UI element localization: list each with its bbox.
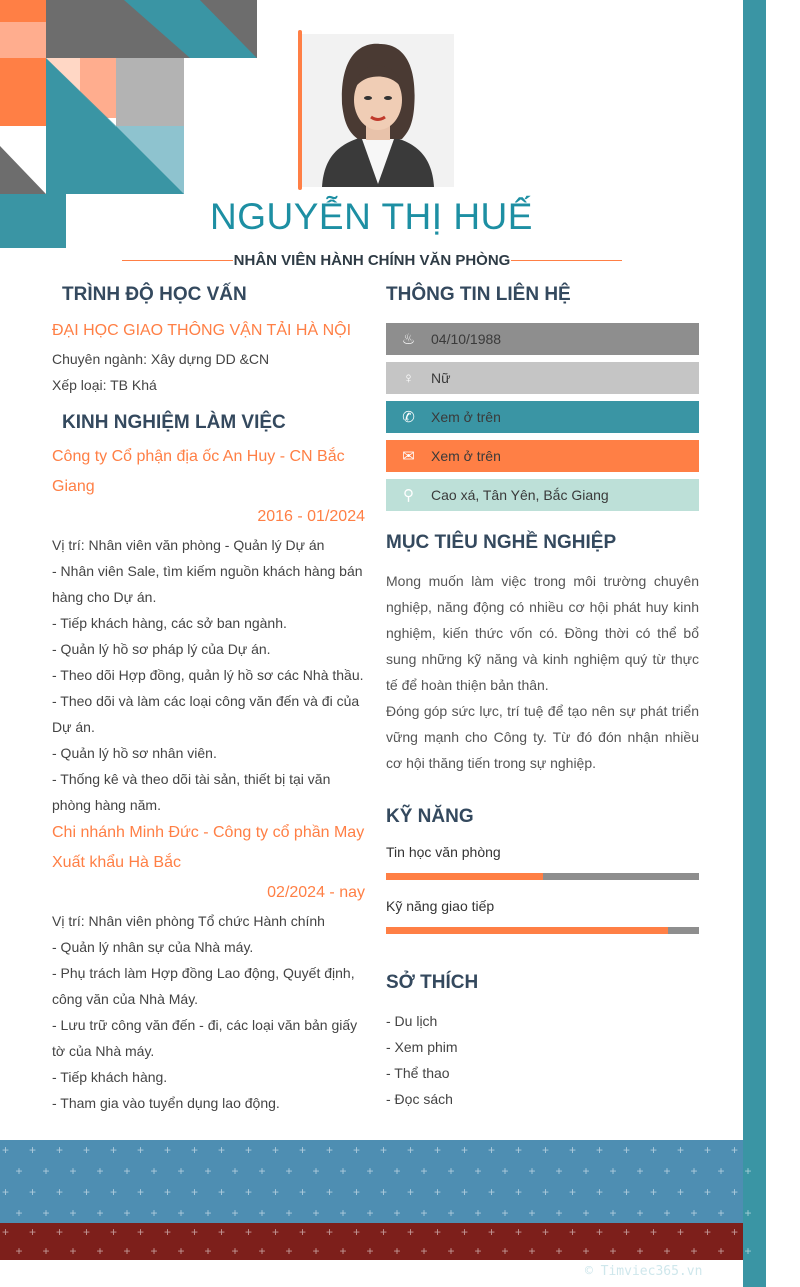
experience-heading: KINH NGHIỆM LÀM VIỆC — [62, 412, 286, 433]
contact-address — [386, 479, 699, 511]
pattern-plus: + — [569, 1143, 577, 1157]
pattern-plus: + — [690, 1244, 698, 1258]
skill-label: Kỹ năng giao tiếp — [386, 898, 495, 914]
experience-job-2 — [52, 818, 365, 1116]
job-line: - Theo dõi Hợp đồng, quản lý hồ sơ các Nhà thầu. — [52, 667, 364, 683]
pattern-plus: + — [123, 1206, 131, 1220]
job-title: NHÂN VIÊN HÀNH CHÍNH VĂN PHÒNG — [233, 251, 511, 269]
pattern-plus: + — [204, 1164, 212, 1178]
pattern-plus: + — [326, 1185, 334, 1199]
hobby-item: - Thể thao — [386, 1065, 450, 1081]
pattern-plus: + — [677, 1185, 685, 1199]
pattern-plus: + — [744, 1164, 752, 1178]
pattern-plus: + — [285, 1164, 293, 1178]
pattern-plus: + — [69, 1164, 77, 1178]
job-line: - Quản lý nhân sự của Nhà máy. — [52, 939, 254, 955]
skill-bar-fill — [386, 927, 668, 934]
job-line: - Phụ trách làm Hợp đồng Lao động, Quyết định, — [52, 965, 355, 981]
pattern-plus: + — [488, 1143, 496, 1157]
pattern-plus: + — [474, 1164, 482, 1178]
pattern-plus: + — [596, 1143, 604, 1157]
female-icon: ♀ — [402, 369, 415, 387]
pattern-plus: + — [420, 1206, 428, 1220]
pattern-plus: + — [299, 1143, 307, 1157]
candidate-name: NGUYỄN THỊ HUẾ — [210, 196, 533, 237]
pattern-plus: + — [137, 1225, 145, 1239]
pattern-plus: + — [150, 1244, 158, 1258]
pattern-plus: + — [42, 1206, 50, 1220]
pattern-plus: + — [582, 1206, 590, 1220]
objective-heading: MỤC TIÊU NGHỀ NGHIỆP — [386, 532, 617, 553]
pattern-plus: + — [69, 1244, 77, 1258]
pattern-plus: + — [177, 1244, 185, 1258]
job-line: - Quản lý hồ sơ nhân viên. — [52, 745, 217, 761]
job-line: - Tham gia vào tuyển dụng lao động. — [52, 1095, 280, 1111]
pattern-plus: + — [407, 1225, 415, 1239]
pattern-plus: + — [501, 1164, 509, 1178]
pattern-plus: + — [164, 1143, 172, 1157]
map-marker-icon: ⚲ — [403, 487, 414, 504]
pattern-plus: + — [339, 1164, 347, 1178]
pattern-plus: + — [177, 1164, 185, 1178]
contact-value: Nữ — [431, 370, 451, 386]
skill-bar — [386, 927, 699, 934]
education-grade: Xếp loại: TB Khá — [52, 377, 157, 393]
pattern-plus: + — [434, 1185, 442, 1199]
pattern-plus: + — [528, 1164, 536, 1178]
pattern-plus: + — [690, 1164, 698, 1178]
pattern-plus: + — [2, 1225, 10, 1239]
skill-bar — [386, 873, 699, 880]
hobby-item: - Du lịch — [386, 1013, 438, 1029]
pattern-plus: + — [2, 1185, 10, 1199]
pattern-plus: + — [650, 1225, 658, 1239]
pattern-plus: + — [488, 1185, 496, 1199]
right-column — [386, 284, 699, 1112]
job-line: Dự án. — [52, 719, 95, 735]
pattern-plus: + — [312, 1244, 320, 1258]
pattern-plus: + — [677, 1225, 685, 1239]
pattern-plus: + — [744, 1206, 752, 1220]
hobby-item: - Đọc sách — [386, 1091, 453, 1107]
job-company-cont: Giang — [52, 478, 95, 495]
pattern-plus: + — [542, 1225, 550, 1239]
pattern-plus: + — [380, 1225, 388, 1239]
pattern-plus: + — [137, 1185, 145, 1199]
hobbies-heading: SỞ THÍCH — [386, 972, 479, 993]
pattern-plus: + — [528, 1206, 536, 1220]
pattern-plus: + — [285, 1244, 293, 1258]
pattern-plus: + — [488, 1225, 496, 1239]
job-line: tờ của Nhà máy. — [52, 1043, 155, 1059]
job-line: Vị trí: Nhân viên văn phòng - Quản lý Dự án — [52, 537, 325, 553]
pattern-plus: + — [353, 1225, 361, 1239]
skill-bar-fill — [386, 873, 543, 880]
pattern-plus: + — [231, 1206, 239, 1220]
job-line: - Theo dõi và làm các loại công văn đến và đi của — [52, 693, 360, 709]
pattern-plus: + — [2, 1143, 10, 1157]
pattern-plus: + — [150, 1164, 158, 1178]
pattern-plus: + — [56, 1225, 64, 1239]
pattern-plus: + — [636, 1164, 644, 1178]
contact-phone — [386, 401, 699, 433]
pattern-plus: + — [15, 1206, 23, 1220]
pattern-plus: + — [690, 1206, 698, 1220]
pattern-plus: + — [245, 1225, 253, 1239]
pattern-plus: + — [245, 1143, 253, 1157]
pattern-plus: + — [623, 1143, 631, 1157]
pattern-plus: + — [407, 1143, 415, 1157]
pattern-plus: + — [420, 1244, 428, 1258]
pattern-plus: + — [353, 1185, 361, 1199]
job-period: 02/2024 - nay — [267, 884, 365, 901]
pattern-plus: + — [596, 1225, 604, 1239]
pattern-plus: + — [299, 1185, 307, 1199]
birthday-cake-icon: ♨ — [401, 331, 416, 348]
pattern-plus: + — [218, 1185, 226, 1199]
footer-credit: © Timviec365.vn — [585, 1264, 703, 1279]
hobby-item: - Xem phim — [386, 1039, 458, 1055]
pattern-plus: + — [312, 1164, 320, 1178]
envelope-icon: ✉ — [402, 448, 415, 465]
job-line: - Tiếp khách hàng. — [52, 1069, 168, 1085]
profile-photo — [302, 34, 454, 187]
job-line: - Thống kê và theo dõi tài sản, thiết bị tại văn — [52, 771, 331, 787]
pattern-plus: + — [231, 1164, 239, 1178]
phone-icon: ✆ — [402, 409, 415, 426]
pattern-plus: + — [609, 1164, 617, 1178]
pattern-plus: + — [83, 1225, 91, 1239]
pattern-plus: + — [420, 1164, 428, 1178]
pattern-plus: + — [218, 1143, 226, 1157]
pattern-plus: + — [393, 1206, 401, 1220]
contact-value: Xem ở trên — [431, 409, 501, 425]
pattern-plus: + — [663, 1244, 671, 1258]
pattern-plus: + — [177, 1206, 185, 1220]
pattern-plus: + — [650, 1143, 658, 1157]
skill-label: Tin học văn phòng — [386, 844, 501, 860]
pattern-plus: + — [380, 1185, 388, 1199]
pattern-plus: + — [704, 1225, 712, 1239]
contact-gender — [386, 362, 699, 394]
job-line: hàng cho Dự án. — [52, 589, 157, 605]
pattern-plus: + — [542, 1143, 550, 1157]
job-line: - Tiếp khách hàng, các sở ban ngành. — [52, 615, 287, 631]
pattern-plus: + — [164, 1185, 172, 1199]
contact-value: Cao xá, Tân Yên, Bắc Giang — [431, 487, 609, 503]
pattern-plus: + — [204, 1206, 212, 1220]
right-edge-band — [743, 0, 766, 1287]
job-company: Chi nhánh Minh Đức - Công ty cổ phần May — [52, 824, 365, 841]
pattern-plus: + — [461, 1185, 469, 1199]
pattern-plus: + — [366, 1164, 374, 1178]
contact-value: 04/10/1988 — [431, 331, 502, 347]
job-company-cont: Xuất khẩu Hà Bắc — [52, 854, 181, 871]
pattern-plus: + — [326, 1143, 334, 1157]
contact-list — [386, 323, 699, 511]
left-column — [52, 284, 365, 1116]
experience-job-1 — [52, 442, 365, 818]
title-divider-right — [511, 260, 622, 261]
pattern-plus: + — [569, 1185, 577, 1199]
contact-heading: THÔNG TIN LIÊN HỆ — [386, 284, 571, 305]
pattern-plus: + — [407, 1185, 415, 1199]
pattern-plus: + — [96, 1164, 104, 1178]
job-line: công văn của Nhà Máy. — [52, 991, 199, 1007]
pattern-plus: + — [393, 1164, 401, 1178]
pattern-plus: + — [380, 1143, 388, 1157]
objective-paragraph-1: Mong muốn làm việc trong môi trường chuyên nghiệp, năng động có nhiều cơ hội phát huy kinh nghiệm, kiến thức vốn có. Đồng thời có thể bổ sung những kỹ năng và kinh nghiệm quý từ thực tế để hoàn thiện bản thân. — [386, 573, 699, 693]
pattern-plus: + — [555, 1164, 563, 1178]
pattern-plus: + — [569, 1225, 577, 1239]
pattern-plus: + — [56, 1143, 64, 1157]
pattern-plus: + — [29, 1185, 37, 1199]
job-line: - Quản lý hồ sơ pháp lý của Dự án. — [52, 641, 271, 657]
pattern-plus: + — [636, 1244, 644, 1258]
pattern-plus: + — [461, 1225, 469, 1239]
pattern-plus: + — [204, 1244, 212, 1258]
pattern-plus: + — [623, 1185, 631, 1199]
footer-pattern-blue — [0, 1140, 752, 1223]
pattern-plus: + — [258, 1244, 266, 1258]
pattern-plus: + — [555, 1244, 563, 1258]
pattern-plus: + — [137, 1143, 145, 1157]
pattern-plus: + — [731, 1143, 739, 1157]
skill-item — [386, 844, 699, 880]
pattern-plus: + — [366, 1244, 374, 1258]
pattern-plus: + — [717, 1206, 725, 1220]
pattern-plus: + — [474, 1206, 482, 1220]
pattern-plus: + — [83, 1143, 91, 1157]
pattern-plus: + — [704, 1143, 712, 1157]
pattern-plus: + — [150, 1206, 158, 1220]
pattern-plus: + — [434, 1225, 442, 1239]
pattern-plus: + — [623, 1225, 631, 1239]
pattern-plus: + — [609, 1206, 617, 1220]
pattern-plus: + — [353, 1143, 361, 1157]
pattern-plus: + — [447, 1206, 455, 1220]
job-title-row — [122, 250, 622, 270]
pattern-plus: + — [339, 1206, 347, 1220]
skill-item — [386, 898, 699, 934]
pattern-plus: + — [326, 1225, 334, 1239]
job-line: Vị trí: Nhân viên phòng Tổ chức Hành chính — [52, 913, 325, 929]
pattern-plus: + — [191, 1225, 199, 1239]
pattern-plus: + — [677, 1143, 685, 1157]
pattern-plus: + — [42, 1164, 50, 1178]
pattern-plus: + — [29, 1225, 37, 1239]
pattern-plus: + — [56, 1185, 64, 1199]
pattern-plus: + — [15, 1244, 23, 1258]
pattern-plus: + — [312, 1206, 320, 1220]
pattern-plus: + — [515, 1225, 523, 1239]
pattern-plus: + — [663, 1164, 671, 1178]
job-line: phòng hàng năm. — [52, 797, 161, 813]
education-major: Chuyên ngành: Xây dựng DD &CN — [52, 351, 270, 367]
pattern-plus: + — [191, 1185, 199, 1199]
pattern-plus: + — [110, 1185, 118, 1199]
pattern-plus: + — [164, 1225, 172, 1239]
pattern-plus: + — [123, 1164, 131, 1178]
pattern-plus: + — [501, 1206, 509, 1220]
pattern-plus: + — [15, 1164, 23, 1178]
pattern-plus: + — [110, 1225, 118, 1239]
pattern-plus: + — [663, 1206, 671, 1220]
pattern-plus: + — [636, 1206, 644, 1220]
pattern-plus: + — [258, 1164, 266, 1178]
pattern-plus: + — [731, 1185, 739, 1199]
pattern-plus: + — [272, 1143, 280, 1157]
pattern-plus: + — [258, 1206, 266, 1220]
pattern-plus: + — [704, 1185, 712, 1199]
contact-email — [386, 440, 699, 472]
pattern-plus: + — [515, 1185, 523, 1199]
education-school: ĐẠI HỌC GIAO THÔNG VẬN TẢI HÀ NỘI — [52, 322, 352, 339]
pattern-plus: + — [29, 1143, 37, 1157]
pattern-plus: + — [110, 1143, 118, 1157]
pattern-plus: + — [231, 1244, 239, 1258]
pattern-plus: + — [609, 1244, 617, 1258]
pattern-plus: + — [218, 1225, 226, 1239]
pattern-plus: + — [339, 1244, 347, 1258]
pattern-plus: + — [447, 1164, 455, 1178]
pattern-plus: + — [299, 1225, 307, 1239]
pattern-plus: + — [501, 1244, 509, 1258]
pattern-plus: + — [393, 1244, 401, 1258]
pattern-plus: + — [461, 1143, 469, 1157]
pattern-plus: + — [528, 1244, 536, 1258]
pattern-plus: + — [434, 1143, 442, 1157]
pattern-plus: + — [447, 1244, 455, 1258]
pattern-plus: + — [42, 1244, 50, 1258]
pattern-plus: + — [123, 1244, 131, 1258]
job-line: - Nhân viên Sale, tìm kiếm nguồn khách hàng bán — [52, 563, 363, 579]
contact-birthday — [386, 323, 699, 355]
pattern-plus: + — [366, 1206, 374, 1220]
pattern-plus: + — [596, 1185, 604, 1199]
pattern-plus: + — [555, 1206, 563, 1220]
pattern-plus: + — [582, 1244, 590, 1258]
pattern-plus: + — [650, 1185, 658, 1199]
footer-pattern-red — [0, 1223, 752, 1260]
pattern-plus: + — [96, 1244, 104, 1258]
contact-value: Xem ở trên — [431, 448, 501, 464]
pattern-plus: + — [96, 1206, 104, 1220]
pattern-plus: + — [83, 1185, 91, 1199]
objective-paragraph-2: Đóng góp sức lực, trí tuệ để tạo nên sự phát triển vững mạnh cho Công ty. Từ đó đón nhận nhiều cơ hội thăng tiến trong sự nghiệp. — [386, 703, 699, 771]
pattern-plus: + — [272, 1185, 280, 1199]
pattern-plus: + — [717, 1244, 725, 1258]
pattern-plus: + — [515, 1143, 523, 1157]
hobbies-list — [386, 1008, 699, 1112]
job-period: 2016 - 01/2024 — [257, 508, 365, 525]
pattern-plus: + — [285, 1206, 293, 1220]
pattern-plus: + — [474, 1244, 482, 1258]
pattern-plus: + — [69, 1206, 77, 1220]
job-line: - Lưu trữ công văn đến - đi, các loại văn bản giấy — [52, 1017, 358, 1033]
education-heading: TRÌNH ĐỘ HỌC VẤN — [62, 284, 247, 305]
pattern-plus: + — [245, 1185, 253, 1199]
skills-heading: KỸ NĂNG — [386, 806, 474, 827]
pattern-plus: + — [717, 1164, 725, 1178]
title-divider-left — [122, 260, 233, 261]
pattern-plus: + — [582, 1164, 590, 1178]
pattern-plus: + — [542, 1185, 550, 1199]
pattern-plus: + — [272, 1225, 280, 1239]
job-company: Công ty Cổ phận địa ốc An Huy - CN Bắc — [52, 448, 345, 465]
pattern-plus: + — [731, 1225, 739, 1239]
pattern-plus: + — [744, 1244, 752, 1258]
pattern-plus: + — [191, 1143, 199, 1157]
